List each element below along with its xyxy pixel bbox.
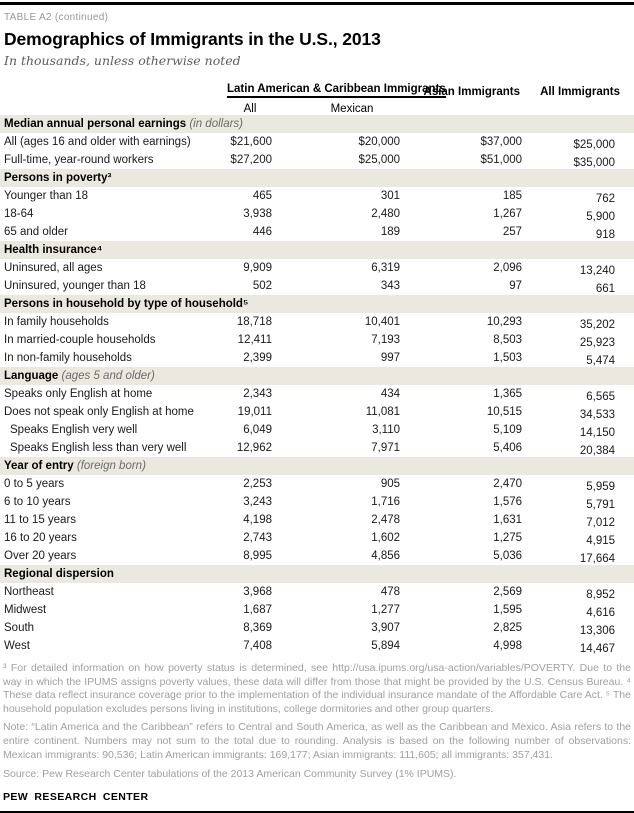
section-header-cell xyxy=(0,169,634,187)
cell-value: 478 xyxy=(380,586,401,598)
cell-value: 97 xyxy=(509,280,523,292)
row-label: Younger than 18 xyxy=(4,190,88,202)
row-label: South xyxy=(4,622,35,634)
cell-value: 3,968 xyxy=(243,586,272,598)
cell-value-text: 7,012 xyxy=(586,517,616,529)
cell-value: 4,198 xyxy=(243,514,272,526)
cell-value: 189 xyxy=(380,226,401,238)
section-header-label: Regional dispersion xyxy=(4,568,114,580)
cell-value-text: 34,533 xyxy=(579,409,616,421)
cell-value: 1,277 xyxy=(371,604,401,616)
cell-value: 7,193 xyxy=(371,334,401,346)
cell-value-text: 4,616 xyxy=(586,607,616,619)
cell-value: 3,907 xyxy=(371,622,401,634)
cell-value-text: 918 xyxy=(595,229,616,241)
table-row xyxy=(0,259,634,277)
row-label: Midwest xyxy=(4,604,47,616)
row-label: 16 to 20 years xyxy=(4,532,77,544)
row-label: In non-family households xyxy=(4,352,132,364)
cell-value: 1,503 xyxy=(493,352,523,364)
column-header-asian: Asian Immigrants xyxy=(423,86,521,98)
cell-value-text: 25,923 xyxy=(579,337,616,349)
cell-value-text: 35,202 xyxy=(579,319,616,331)
section-header-cell xyxy=(0,115,634,133)
table-row xyxy=(0,331,634,349)
cell-value: 2,478 xyxy=(371,514,401,526)
cell-value: 7,971 xyxy=(371,442,401,454)
row-label: 11 to 15 years xyxy=(4,514,77,526)
section-header-row xyxy=(0,115,634,133)
cell-value xyxy=(525,583,634,601)
cell-value xyxy=(525,547,634,565)
section-header-label: Persons in poverty³ xyxy=(4,172,112,184)
table-row xyxy=(0,403,634,421)
cell-value xyxy=(525,421,634,439)
row-label: 0 to 5 years xyxy=(4,478,65,490)
cell-value xyxy=(525,601,634,619)
section-header-note: (ages 5 and older) xyxy=(58,370,155,382)
cell-value xyxy=(525,439,634,457)
section-header-label: Language xyxy=(4,370,59,382)
table-row xyxy=(0,511,634,529)
bottom-divider xyxy=(0,811,634,813)
section-header-cell xyxy=(0,565,634,583)
cell-value: 465 xyxy=(252,190,272,202)
section-header-cell xyxy=(0,241,634,259)
cell-value xyxy=(525,385,634,403)
table-body xyxy=(0,115,634,655)
cell-value: 6,319 xyxy=(371,262,401,274)
cell-value-text: 5,474 xyxy=(586,355,616,367)
table-row xyxy=(0,547,634,565)
cell-value-text: $25,000 xyxy=(573,139,616,151)
cell-value: 1,631 xyxy=(493,514,523,526)
section-header-cell xyxy=(0,295,634,313)
column-header-latin-caribbean-text: Latin American & Caribbean Immigrants xyxy=(227,83,446,98)
section-header-note: (foreign born) xyxy=(73,460,146,472)
page-title: Demographics of Immigrants in the U.S., 2013 xyxy=(4,29,381,49)
cell-value: 301 xyxy=(380,190,401,202)
cell-value: 1,275 xyxy=(493,532,523,544)
table-row xyxy=(0,421,634,439)
section-header-label: Health insurance⁴ xyxy=(4,244,103,256)
cell-value xyxy=(525,403,634,421)
table-header xyxy=(0,81,634,115)
cell-value-text: 5,959 xyxy=(586,481,616,493)
table-row xyxy=(0,601,634,619)
cell-value: 446 xyxy=(252,226,272,238)
section-header-label: Year of entry xyxy=(4,460,74,472)
table-tag-label: TABLE A2 xyxy=(4,12,52,23)
section-header-row xyxy=(0,565,634,583)
cell-value: 2,480 xyxy=(371,208,401,220)
row-label: Uninsured, all ages xyxy=(4,262,103,274)
cell-value: $51,000 xyxy=(480,154,523,166)
cell-value: $21,600 xyxy=(230,136,272,148)
cell-value: 5,406 xyxy=(493,442,523,454)
cell-value: 12,962 xyxy=(236,442,272,454)
row-label: 18-64 xyxy=(4,208,34,220)
table-row xyxy=(0,385,634,403)
cell-value: 997 xyxy=(380,352,401,364)
row-label: 65 and older xyxy=(4,226,68,238)
cell-value-text: 20,384 xyxy=(579,445,616,457)
row-label: Uninsured, younger than 18 xyxy=(4,280,146,292)
cell-value: 8,369 xyxy=(243,622,272,634)
cell-value: $20,000 xyxy=(358,136,401,148)
cell-value: 2,825 xyxy=(493,622,523,634)
table-row xyxy=(0,313,634,331)
section-header-row xyxy=(0,295,634,313)
cell-value-text: $35,000 xyxy=(573,157,616,169)
cell-value: 1,716 xyxy=(371,496,401,508)
row-label: In family households xyxy=(4,316,109,328)
cell-value: 8,503 xyxy=(493,334,523,346)
table-tag xyxy=(4,12,630,23)
cell-value xyxy=(525,349,634,367)
cell-value: 8,995 xyxy=(243,550,272,562)
table-row xyxy=(0,133,634,151)
cell-value: 5,109 xyxy=(493,424,523,436)
column-header-all-immigrants: All Immigrants xyxy=(540,86,621,98)
cell-value: 343 xyxy=(380,280,401,292)
row-label: Northeast xyxy=(4,586,54,598)
cell-value-text: 661 xyxy=(595,283,616,295)
cell-value xyxy=(525,205,634,223)
cell-value: 434 xyxy=(380,388,401,400)
cell-value: 1,687 xyxy=(243,604,272,616)
table-row xyxy=(0,493,634,511)
section-header-row xyxy=(0,241,634,259)
row-label: All (ages 16 and older with earnings) xyxy=(4,136,191,148)
table-row xyxy=(0,475,634,493)
cell-value: 2,343 xyxy=(243,388,272,400)
cell-value: 1,602 xyxy=(371,532,401,544)
cell-value: 2,470 xyxy=(493,478,523,490)
table-row xyxy=(0,583,634,601)
table-row xyxy=(0,529,634,547)
table-tag-continued: (continued) xyxy=(54,12,109,23)
cell-value xyxy=(525,511,634,529)
cell-value-text: 13,306 xyxy=(579,625,616,637)
note-text: Note: “Latin America and the Caribbean” refers to Central and South America, as well as the Caribbean and Mexico. Asia refers to the entire continent. Numbers may not sum to the total due to rounding. Analysis is based on the following number of observations: Mexican immigrants: 90,536; Latin American immigrants: 169,177; Asian immigrants: 111,605; all immigrants: 357,431. xyxy=(3,721,631,761)
cell-value xyxy=(525,529,634,547)
column-subheader-row xyxy=(0,98,634,115)
row-label: Speaks only English at home xyxy=(4,388,153,400)
cell-value-text: 5,791 xyxy=(586,499,616,511)
section-header-row xyxy=(0,367,634,385)
cell-value: 9,909 xyxy=(243,262,272,274)
cell-value: 10,515 xyxy=(486,406,523,418)
row-label: Speaks English less than very well xyxy=(10,442,187,454)
section-header-note: (in dollars) xyxy=(186,118,244,130)
cell-value: 3,110 xyxy=(372,424,401,436)
row-label: In married-couple households xyxy=(4,334,156,346)
row-label: Over 20 years xyxy=(4,550,77,562)
row-label: Full-time, year-round workers xyxy=(4,154,154,166)
cell-value: 257 xyxy=(502,226,523,238)
cell-value-text: 8,952 xyxy=(586,589,616,601)
cell-value: 10,401 xyxy=(364,316,401,328)
cell-value: 2,253 xyxy=(243,478,272,490)
section-header-cell xyxy=(0,367,634,385)
cell-value: 1,365 xyxy=(493,388,523,400)
row-label: West xyxy=(4,640,30,652)
cell-value: 4,998 xyxy=(493,640,523,652)
subheader-spacer xyxy=(403,98,525,115)
column-subheader-mexican: Mexican xyxy=(330,103,374,115)
cell-value: 19,011 xyxy=(237,406,272,418)
table-row xyxy=(0,205,634,223)
top-divider xyxy=(0,2,634,5)
label-column-spacer xyxy=(0,81,205,98)
column-header-latin-caribbean xyxy=(205,81,446,98)
cell-value xyxy=(525,619,634,637)
table-row xyxy=(0,619,634,637)
cell-value: 5,894 xyxy=(371,640,401,652)
page-subtitle: In thousands, unless otherwise noted xyxy=(4,53,241,68)
cell-value-text: 6,565 xyxy=(586,391,616,403)
cell-value-text: 14,467 xyxy=(579,643,616,655)
table-row xyxy=(0,277,634,295)
table-row xyxy=(0,223,634,241)
cell-value xyxy=(525,493,634,511)
cell-value: 2,743 xyxy=(243,532,272,544)
column-subheader-all: All xyxy=(243,103,257,115)
cell-value xyxy=(525,475,634,493)
demographics-table xyxy=(0,81,634,655)
cell-value-text: 762 xyxy=(595,193,616,205)
cell-value: 502 xyxy=(252,280,272,292)
cell-value: 11,081 xyxy=(365,406,401,418)
cell-value xyxy=(525,331,634,349)
cell-value-text: 14,150 xyxy=(579,427,616,439)
section-header-label: Persons in household by type of household⁵ xyxy=(4,298,249,310)
cell-value xyxy=(525,277,634,295)
pew-research-center-branding: PEW RESEARCH CENTER xyxy=(3,790,149,803)
cell-value-text: 5,900 xyxy=(586,211,616,223)
cell-value xyxy=(525,637,634,655)
cell-value: 1,576 xyxy=(493,496,523,508)
cell-value xyxy=(525,133,634,151)
cell-value xyxy=(525,187,634,205)
cell-value: 18,718 xyxy=(236,316,272,328)
table-row xyxy=(0,151,634,169)
cell-value: 6,049 xyxy=(243,424,272,436)
cell-value: 1,595 xyxy=(493,604,523,616)
cell-value: 4,856 xyxy=(371,550,401,562)
cell-value-text: 17,664 xyxy=(579,553,616,565)
table-row xyxy=(0,439,634,457)
row-label: 6 to 10 years xyxy=(4,496,71,508)
cell-value: 2,096 xyxy=(493,262,523,274)
cell-value: $27,200 xyxy=(230,154,272,166)
cell-value: $25,000 xyxy=(358,154,401,166)
label-column-spacer xyxy=(0,98,205,115)
cell-value: $37,000 xyxy=(480,136,523,148)
cell-value xyxy=(525,313,634,331)
table-row xyxy=(0,187,634,205)
cell-value: 12,411 xyxy=(237,334,272,346)
column-group-header-row xyxy=(0,81,634,98)
cell-value: 185 xyxy=(502,190,523,202)
cell-value: 3,243 xyxy=(243,496,272,508)
cell-value-text: 4,915 xyxy=(586,535,616,547)
section-header-label: Median annual personal earnings xyxy=(4,118,187,130)
cell-value: 2,569 xyxy=(493,586,523,598)
cell-value: 3,938 xyxy=(243,208,272,220)
section-header-row xyxy=(0,457,634,475)
section-header-row xyxy=(0,169,634,187)
source-text: Source: Pew Research Center tabulations of the 2013 American Community Survey (1% IPUMS). xyxy=(3,768,457,781)
section-header-cell xyxy=(0,457,634,475)
cell-value: 7,408 xyxy=(243,640,272,652)
cell-value: 5,036 xyxy=(493,550,523,562)
cell-value-text: 13,240 xyxy=(579,265,616,277)
cell-value: 1,267 xyxy=(493,208,523,220)
table-row xyxy=(0,349,634,367)
row-label: Speaks English very well xyxy=(10,424,138,436)
cell-value xyxy=(525,259,634,277)
cell-value xyxy=(525,151,634,169)
cell-value: 10,293 xyxy=(486,316,523,328)
cell-value xyxy=(525,223,634,241)
report-page xyxy=(0,2,634,812)
cell-value: 2,399 xyxy=(243,352,272,364)
subheader-spacer xyxy=(525,98,634,115)
cell-value: 905 xyxy=(380,478,401,490)
footnotes-text: ³ For detailed information on how poverty status is determined, see http://usa.ipums.org/usa-action/variables/POVERTY. Due to the way in which the IPUMS assigns poverty values, these data will differ from those that might be provided by the U.S. Census Bureau. ⁴ These data reflect insurance coverage prior to the implementation of the individual insurance mandate of the Affordable Care Act. ⁵ The household population excludes persons living in institutions, college dormitories and other group quarters. xyxy=(3,662,631,715)
footnote-block xyxy=(3,662,631,803)
table-row xyxy=(0,637,634,655)
row-label: Does not speak only English at home xyxy=(4,406,194,418)
